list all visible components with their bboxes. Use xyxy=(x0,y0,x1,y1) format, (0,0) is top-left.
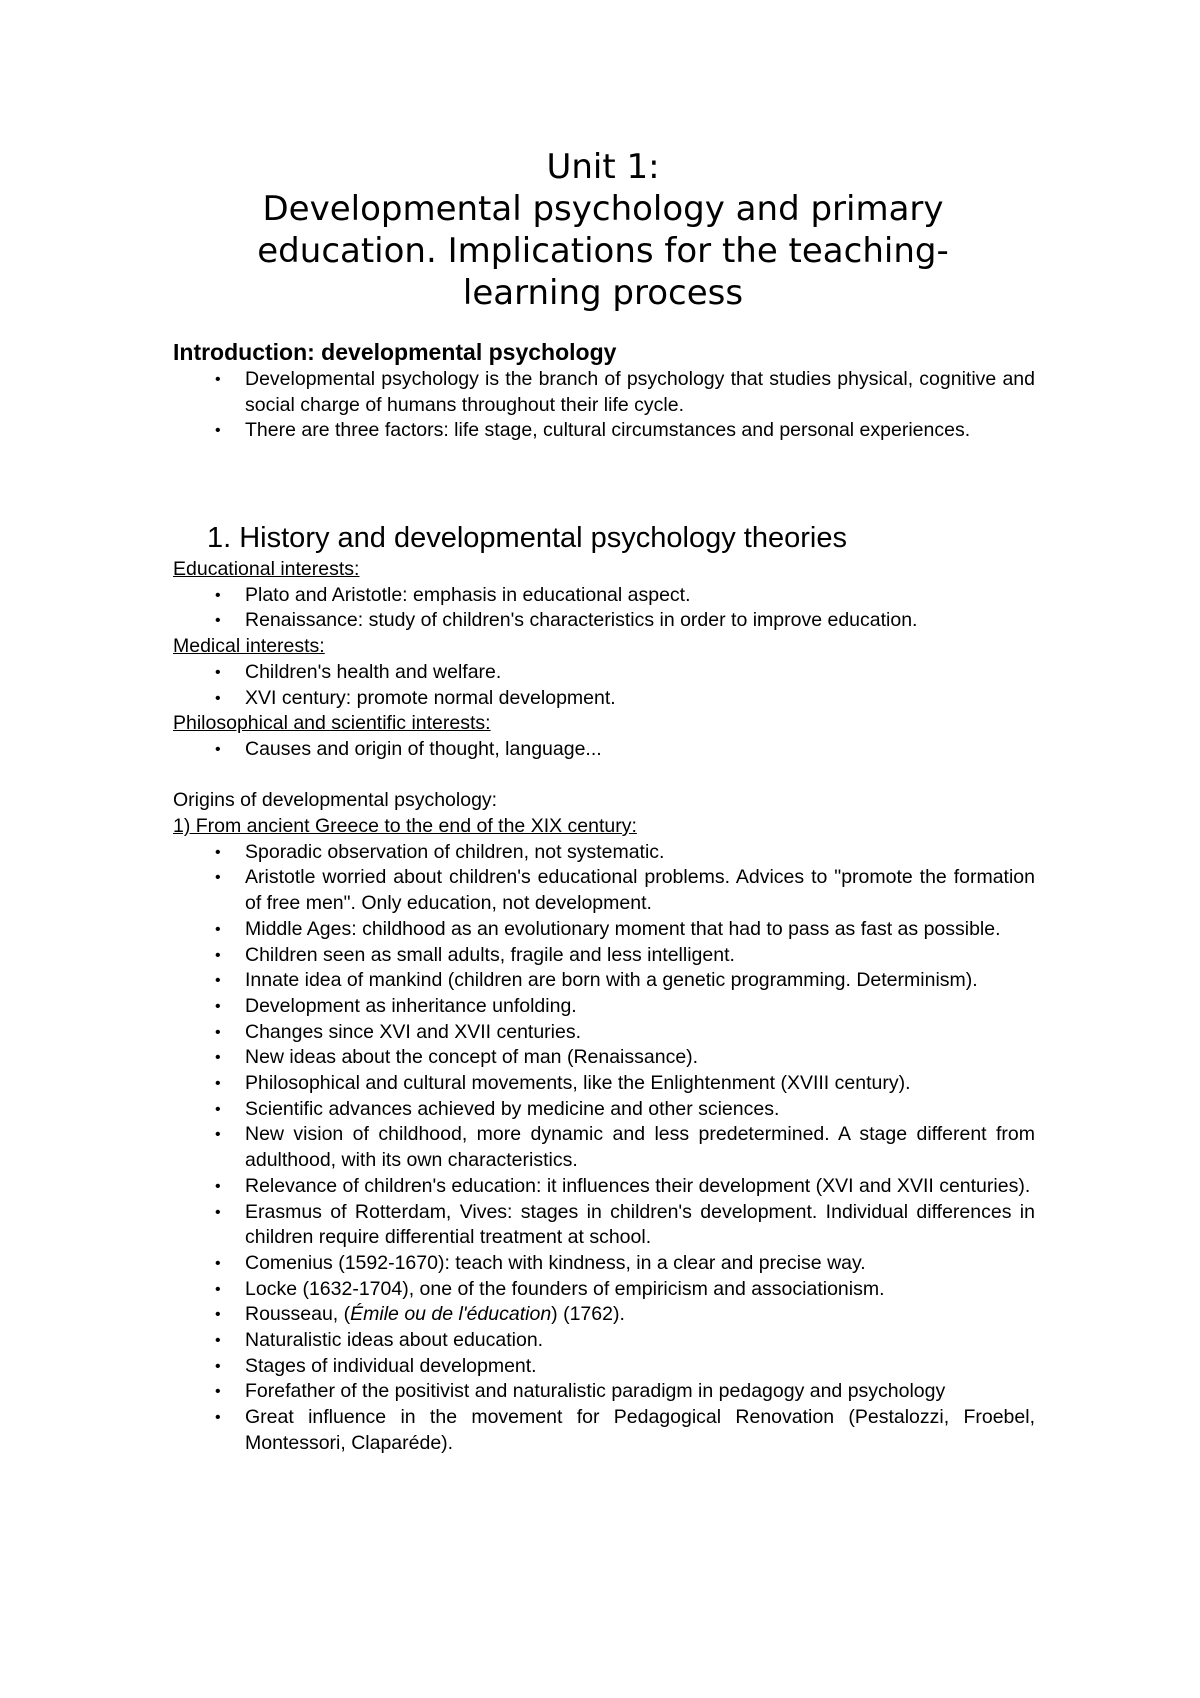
intro-bullet-list xyxy=(173,367,1035,444)
list-item-text: New vision of childhood, more dynamic and less predetermined. A stage different from adulthood, with its own characteristics. xyxy=(245,1123,1035,1172)
list-item xyxy=(173,1122,1035,1173)
list-item xyxy=(173,943,1035,969)
list-item-text: Relevance of children's education: it influences their development (XVI and XVII centuries). xyxy=(245,1174,1031,1197)
intro-section xyxy=(173,337,1035,444)
list-item xyxy=(173,1328,1035,1354)
list-item xyxy=(173,840,1035,866)
document-title xyxy=(173,146,1033,314)
list-item xyxy=(173,686,1035,712)
rousseau-book-title: Émile ou de l'éducation xyxy=(350,1303,552,1326)
list-item xyxy=(173,1405,1035,1456)
list-item xyxy=(173,737,1035,763)
bullet-icon: • xyxy=(215,586,221,604)
bullet-icon: • xyxy=(215,1203,221,1221)
list-item xyxy=(173,1174,1035,1200)
philosophical-interests-list xyxy=(173,737,1035,763)
period-1-label: 1) From ancient Greece to the end of the XIX century: xyxy=(173,815,637,838)
intro-heading: Introduction: developmental psychology xyxy=(173,339,617,365)
list-item-text: XVI century: promote normal development. xyxy=(245,686,616,709)
list-item xyxy=(173,1251,1035,1277)
list-item xyxy=(173,418,1035,444)
list-item xyxy=(173,994,1035,1020)
educational-interests-list xyxy=(173,583,1035,634)
list-item xyxy=(173,367,1035,418)
list-item-text: Plato and Aristotle: emphasis in educational aspect. xyxy=(245,583,691,606)
title-line-2: Developmental psychology and primary xyxy=(262,189,944,229)
list-item-text: Innate idea of mankind (children are born with a genetic programming. Determinism). xyxy=(245,969,978,992)
period-1-list xyxy=(173,840,1035,1457)
list-item xyxy=(173,1097,1035,1123)
list-item-text: Development as inheritance unfolding. xyxy=(245,994,577,1017)
list-item xyxy=(173,968,1035,994)
bullet-icon: • xyxy=(215,1075,221,1093)
list-item xyxy=(173,1354,1035,1380)
list-item xyxy=(173,1302,1035,1328)
title-line-4: learning process xyxy=(462,273,744,313)
title-line-1: Unit 1: xyxy=(546,147,660,187)
list-item-text: Children's health and welfare. xyxy=(245,660,502,683)
list-item-text: Comenius (1592-1670): teach with kindness, in a clear and precise way. xyxy=(245,1251,866,1274)
philosophical-interests-label: Philosophical and scientific interests: xyxy=(173,712,491,735)
medical-interests-label: Medical interests: xyxy=(173,635,325,658)
list-item-text: Sporadic observation of children, not systematic. xyxy=(245,840,665,863)
list-item-text: Great influence in the movement for Pedagogical Renovation (Pestalozzi, Froebel, Montessori, Claparéde). xyxy=(245,1406,1035,1454)
list-item xyxy=(173,917,1035,943)
list-item-text: Changes since XVI and XVII centuries. xyxy=(245,1020,582,1043)
bullet-icon: • xyxy=(215,997,221,1015)
bullet-icon: • xyxy=(215,1100,221,1118)
educational-interests-label: Educational interests: xyxy=(173,558,360,580)
bullet-icon: • xyxy=(215,1049,221,1067)
history-section xyxy=(173,521,1035,1457)
list-item xyxy=(173,1200,1035,1251)
bullet-icon: • xyxy=(215,1306,221,1324)
section-heading: 1. History and developmental psychology theories xyxy=(207,522,847,554)
bullet-icon: • xyxy=(215,371,221,388)
bullet-icon: • xyxy=(215,1177,221,1195)
bullet-icon: • xyxy=(215,1254,221,1272)
bullet-icon: • xyxy=(215,946,221,964)
list-item xyxy=(173,1045,1035,1071)
origins-label: Origins of developmental psychology: xyxy=(173,789,498,812)
list-item-text: Erasmus of Rotterdam, Vives: stages in children's development. Individual differences in children require differential treatment at school. xyxy=(245,1200,1035,1249)
list-item-text: Naturalistic ideas about education. xyxy=(245,1329,544,1352)
medical-interests-list xyxy=(173,660,1035,711)
bullet-icon: • xyxy=(215,740,221,758)
bullet-icon: • xyxy=(215,843,221,861)
list-item xyxy=(173,608,1035,634)
list-item-text: Scientific advances achieved by medicine and other sciences. xyxy=(245,1097,780,1120)
rousseau-suffix: ) (1762). xyxy=(551,1303,625,1326)
rousseau-prefix: Rousseau, ( xyxy=(245,1303,351,1326)
bullet-icon: • xyxy=(215,972,221,990)
bullet-icon: • xyxy=(215,1332,221,1350)
bullet-icon: • xyxy=(215,1023,221,1041)
list-item-text: There are three factors: life stage, cultural circumstances and personal experiences. xyxy=(245,419,971,442)
bullet-icon: • xyxy=(215,663,221,681)
list-item-text: Stages of individual development. xyxy=(245,1354,537,1377)
bullet-icon: • xyxy=(215,1383,221,1401)
spacer xyxy=(173,763,1035,789)
bullet-icon: • xyxy=(215,1409,221,1427)
list-item xyxy=(173,865,1035,916)
list-item-text: Middle Ages: childhood as an evolutionary moment that had to pass as fast as possible. xyxy=(245,917,1001,940)
list-item xyxy=(173,660,1035,686)
list-item xyxy=(173,1379,1035,1405)
list-item-text: Aristotle worried about children's educational problems. Advices to "promote the formation of free men". Only education, not development. xyxy=(245,866,1035,915)
bullet-icon: • xyxy=(215,1357,221,1375)
list-item-text: Locke (1632-1704), one of the founders of empiricism and associationism. xyxy=(245,1277,885,1300)
list-item xyxy=(173,1277,1035,1303)
list-item xyxy=(173,1071,1035,1097)
list-item-text: Children seen as small adults, fragile and less intelligent. xyxy=(245,943,735,966)
bullet-icon: • xyxy=(215,422,221,440)
bullet-icon: • xyxy=(215,1126,221,1144)
list-item xyxy=(173,583,1035,609)
title-line-3: education. Implications for the teaching- xyxy=(257,231,949,271)
bullet-icon: • xyxy=(215,1280,221,1298)
list-item-text: Renaissance: study of children's characteristics in order to improve education. xyxy=(245,609,918,632)
bullet-icon: • xyxy=(215,612,221,630)
bullet-icon: • xyxy=(215,869,221,887)
list-item-text: Philosophical and cultural movements, like the Enlightenment (XVIII century). xyxy=(245,1072,911,1095)
list-item-text: Causes and origin of thought, language... xyxy=(245,737,602,760)
list-item-text: Forefather of the positivist and naturalistic paradigm in pedagogy and psychology xyxy=(245,1380,946,1403)
bullet-icon: • xyxy=(215,920,221,938)
bullet-icon: • xyxy=(215,689,221,707)
list-item-text: Developmental psychology is the branch of psychology that studies physical, cognitive and social charge of humans throughout their life cycle. xyxy=(245,368,1035,416)
list-item-text: New ideas about the concept of man (Renaissance). xyxy=(245,1046,699,1069)
list-item xyxy=(173,1020,1035,1046)
